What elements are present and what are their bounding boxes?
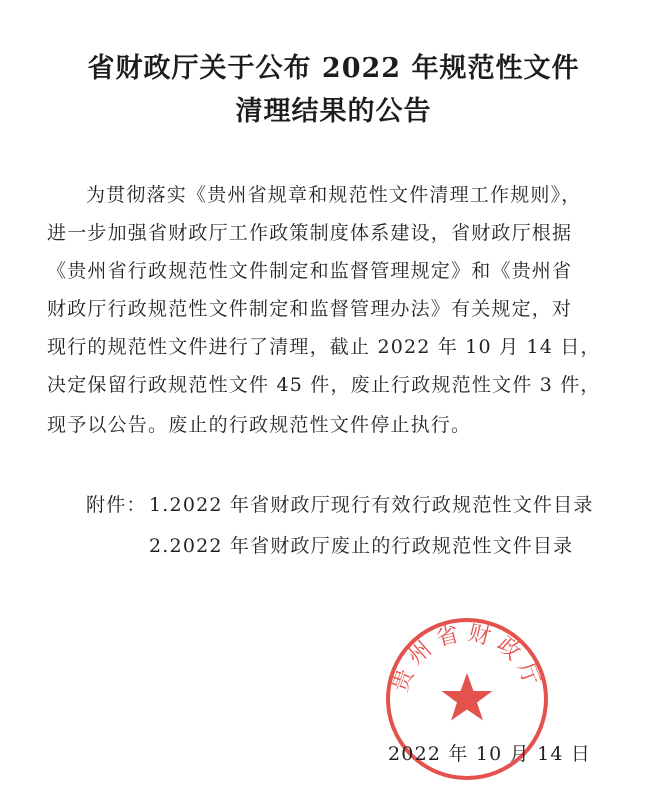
signature-date: 2022 年 10 月 14 日 [388, 743, 592, 765]
svg-text:贵州省财政厅: 贵州省财政厅 [387, 620, 547, 696]
document-title-line-2: 清理结果的公告 [235, 96, 432, 127]
body-line: 财政厅行政规范性文件制定和监督管理办法》有关规定，对 [47, 298, 573, 320]
body-line: 决定保留行政规范性文件 45 件，废止行政规范性文件 3 件， [47, 374, 601, 396]
body-line: 《贵州省行政规范性文件制定和监督管理规定》和《贵州省 [47, 260, 573, 282]
seal-star-icon [442, 673, 493, 721]
document-title-line-1: 省财政厅关于公布 2022 年规范性文件 [87, 53, 580, 84]
body-line: 为贯彻落实《贵州省规章和规范性文件清理工作规则》， [86, 184, 582, 206]
body-line: 进一步加强省财政厅工作政策制度体系建设，省财政厅根据 [47, 222, 573, 244]
attachment-item-1: 1.2022 年省财政厅现行有效行政规范性文件目录 [149, 494, 594, 516]
body-line: 现予以公告。废止的行政规范性文件停止执行。 [47, 414, 472, 436]
body-line: 现行的规范性文件进行了清理，截止 2022 年 10 月 14 日， [47, 336, 601, 358]
attachment-item-2: 2.2022 年省财政厅废止的行政规范性文件目录 [149, 535, 574, 557]
attachment-label: 附件： [86, 494, 147, 516]
